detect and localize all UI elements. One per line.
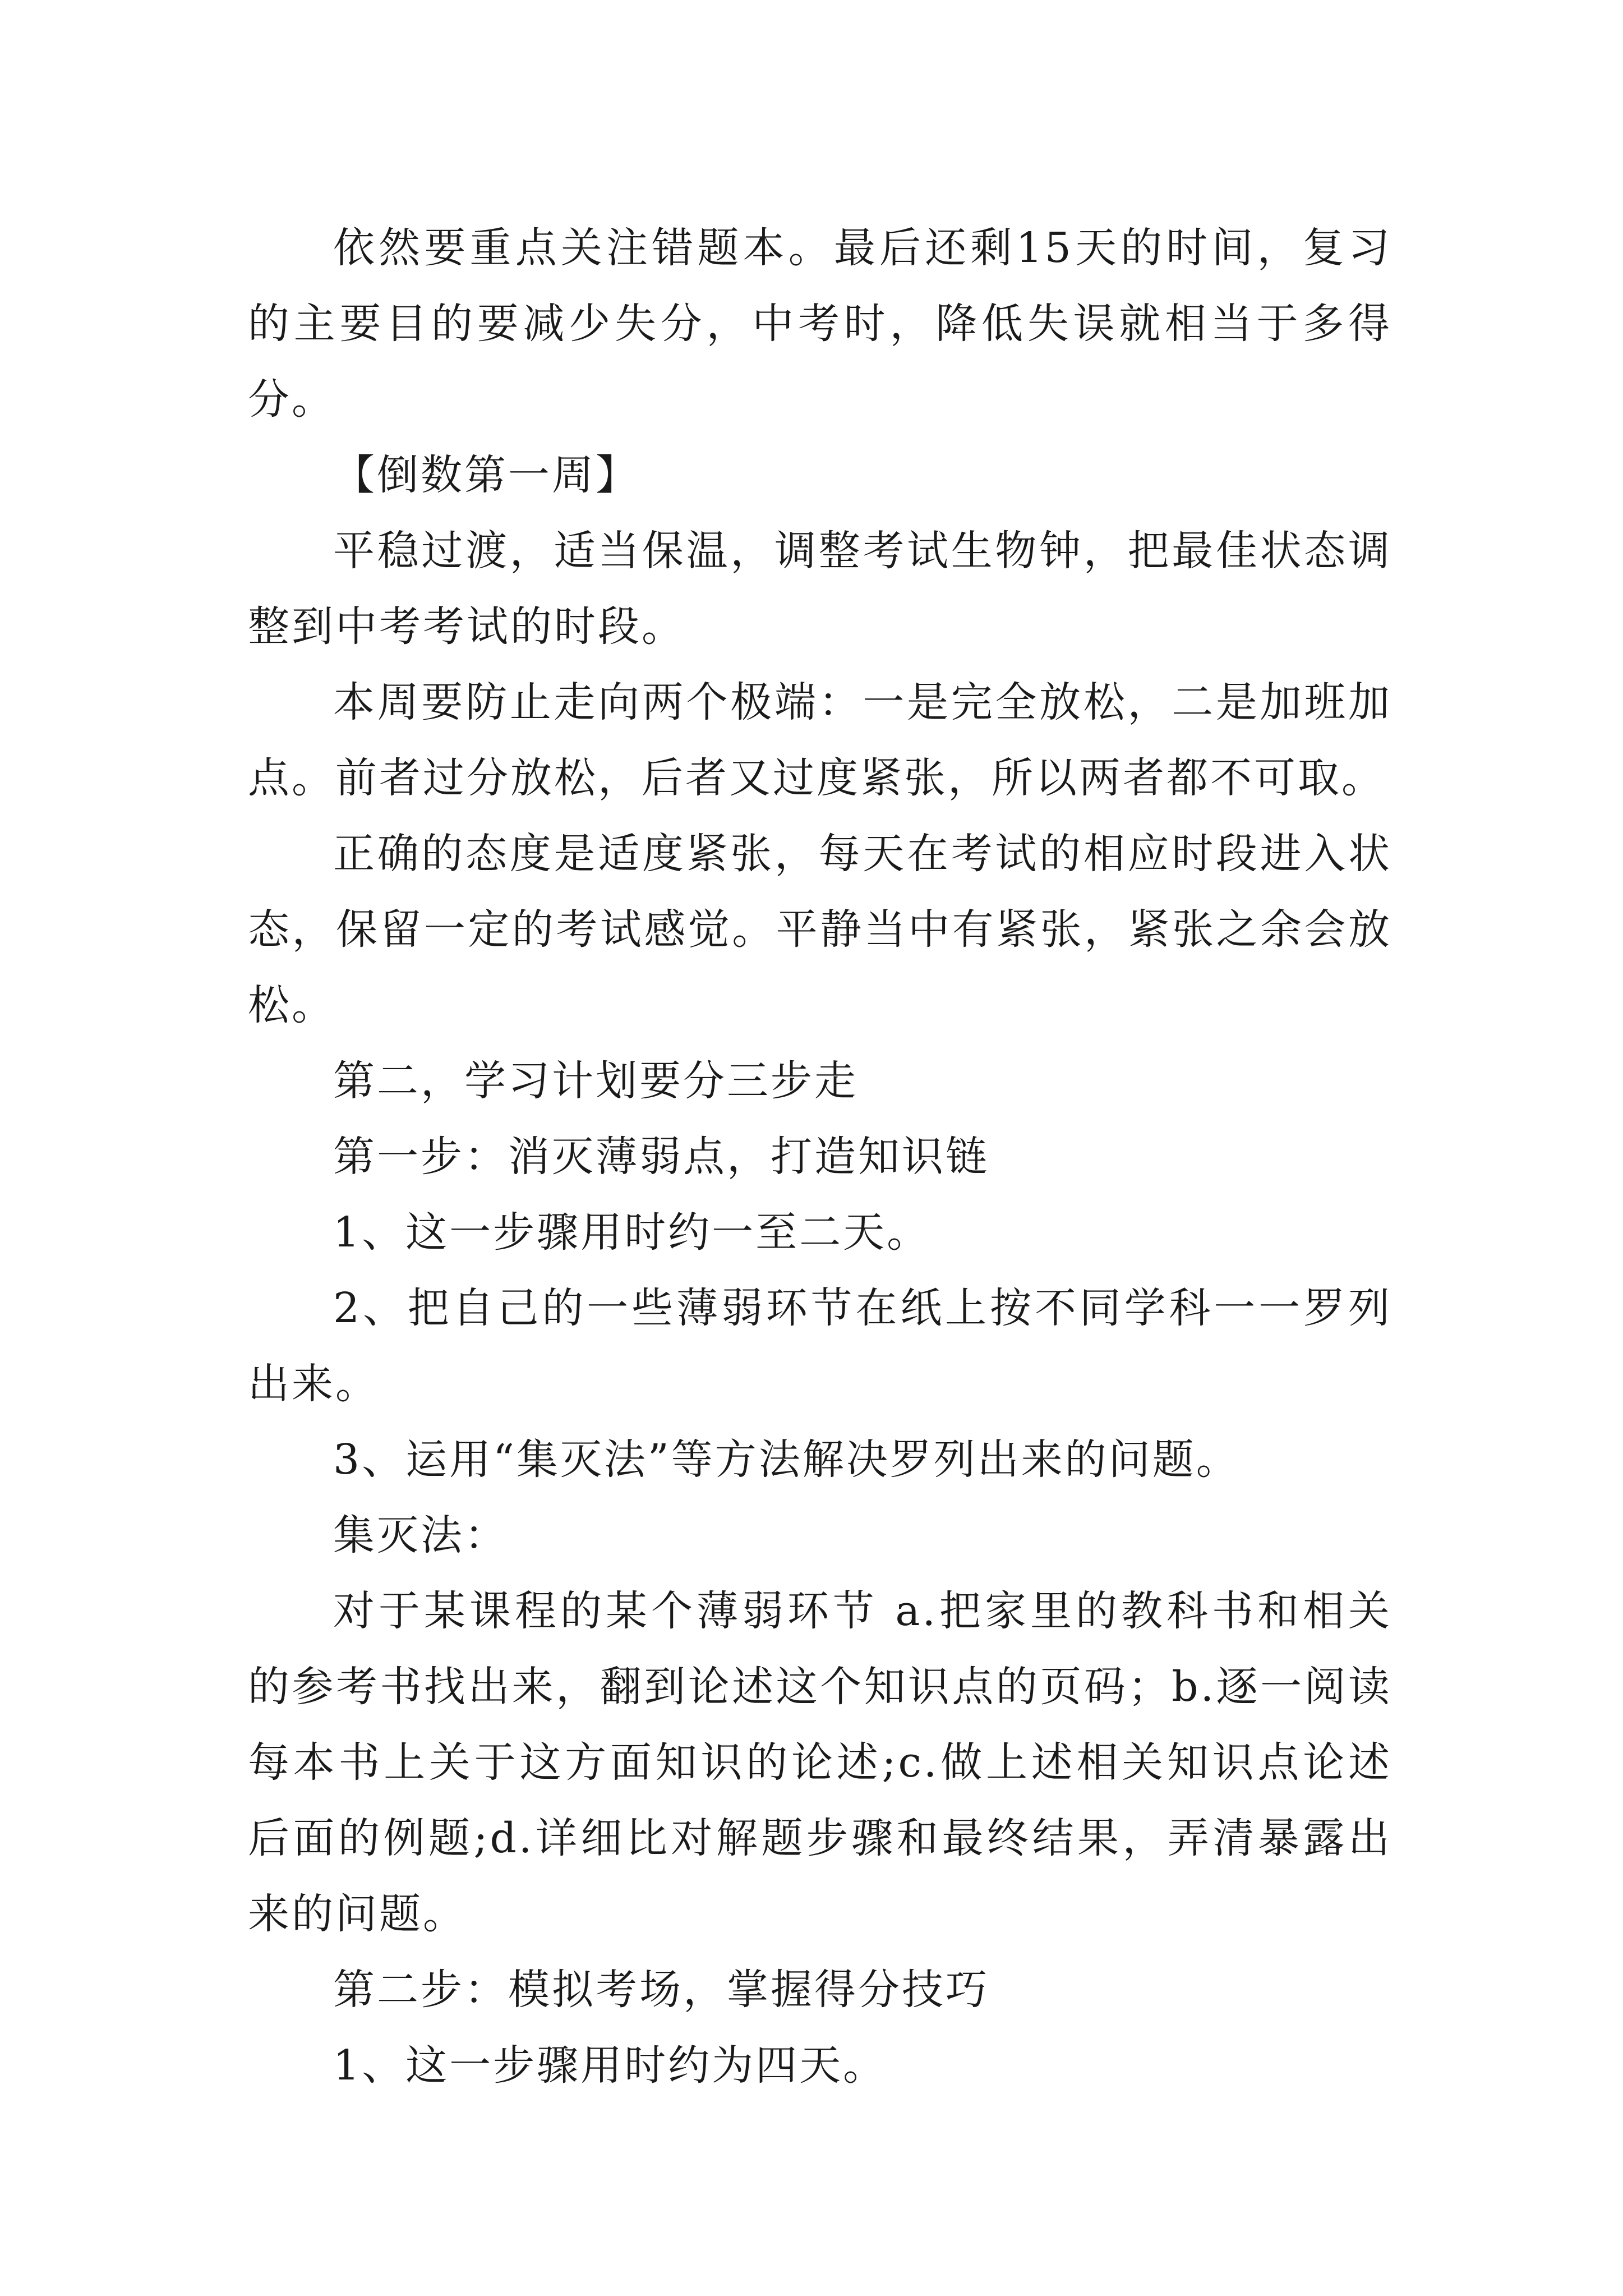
paragraph: 平稳过渡，适当保温，调整考试生物钟，把最佳状态调整到中考考试的时段。 xyxy=(248,527,1392,651)
term-heading: 集灭法： xyxy=(333,1511,508,1559)
list-item: 1、这一步骤用时约为四天。 xyxy=(333,2041,887,2090)
step-heading: 第二步：模拟考场，掌握得分技巧 xyxy=(333,1966,989,2014)
section-heading: 第二，学习计划要分三步走 xyxy=(333,1057,858,1105)
list-item: 1、这一步骤用时约一至二天。 xyxy=(333,1208,931,1257)
paragraph: 本周要防止走向两个极端：一是完全放松，二是加班加点。前者过分放松，后者又过度紧张，所以两者都不可取。 xyxy=(248,678,1392,802)
paragraph: 正确的态度是适度紧张，每天在考试的相应时段进入状态，保留一定的考试感觉。平静当中有紧张，紧张之余会放松。 xyxy=(248,830,1392,1029)
list-item: 2、把自己的一些薄弱环节在纸上按不同学科一一罗列出来。 xyxy=(248,1284,1392,1408)
document-page xyxy=(248,210,1392,2104)
section-heading: 【倒数第一周】 xyxy=(333,451,639,499)
step-heading: 第一步：消灭薄弱点，打造知识链 xyxy=(333,1133,989,1181)
paragraph: 对于某课程的某个薄弱环节 a.把家里的教科书和相关的参考书找出来，翻到论述这个知识点的页码；b.逐一阅读每本书上关于这方面知识的论述;c.做上述相关知识点论述后面的例题;d.详细比对解题步骤和最终结果，弄清暴露出来的问题。 xyxy=(248,1587,1392,1938)
list-item: 3、运用“集灭法”等方法解决罗列出来的问题。 xyxy=(333,1435,1240,1484)
paragraph: 依然要重点关注错题本。最后还剩15天的时间，复习的主要目的要减少失分，中考时，降低失误就相当于多得分。 xyxy=(248,224,1392,424)
